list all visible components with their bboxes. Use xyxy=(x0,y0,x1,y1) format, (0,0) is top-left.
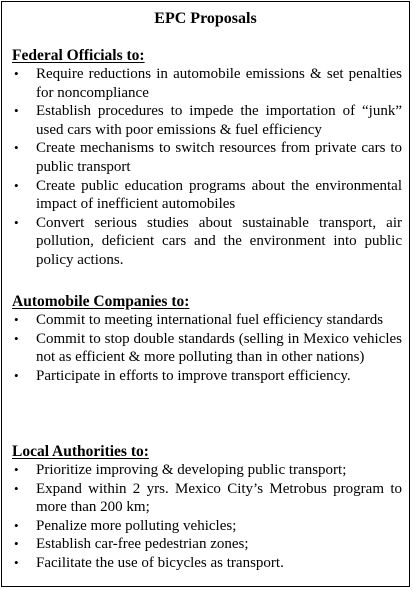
list-item: • Commit to stop double standards (selling in Mexico vehicles not as efficient & more polluting than in other nations) xyxy=(14,330,402,366)
list-item: • Commit to meeting international fuel efficiency standards xyxy=(14,312,384,328)
bullet-icon: • xyxy=(14,330,19,346)
list-item: • Establish car-free pedestrian zones; xyxy=(14,536,249,553)
list-item: • Create mechanisms to switch resources from private cars to public transport xyxy=(14,140,402,175)
bullet-icon: • xyxy=(14,462,19,477)
bullet-icon: • xyxy=(14,140,19,156)
list-item: • Convert serious studies about sustainable transport, air pollution, deficient cars and the environment into public policy actions. xyxy=(14,214,402,268)
proposal-list xyxy=(12,311,402,385)
list-item: • Facilitate the use of bicycles as transport. xyxy=(14,554,284,571)
proposals-box xyxy=(1,1,410,587)
list-item: • Participate in efforts to improve transport efficiency. xyxy=(14,367,351,384)
bullet-icon: • xyxy=(14,214,19,230)
bullet-icon: • xyxy=(14,312,19,327)
list-item: • Penalize more polluting vehicles; xyxy=(14,517,237,534)
bullet-icon: • xyxy=(14,554,19,570)
list-item: • Require reductions in automobile emissions & set penalties for noncompliance xyxy=(14,66,402,101)
bullet-icon: • xyxy=(14,517,19,533)
bullet-icon: • xyxy=(14,367,19,383)
bullet-icon: • xyxy=(14,536,19,552)
bullet-icon: • xyxy=(14,66,19,81)
bullet-icon: • xyxy=(14,103,19,119)
list-item: • Create public education programs about the environmental impact of inefficient automobiles xyxy=(14,177,402,213)
bullet-icon: • xyxy=(14,480,19,496)
proposal-list xyxy=(12,461,402,573)
document-title: EPC Proposals xyxy=(154,10,257,27)
bullet-icon: • xyxy=(14,177,19,193)
section-automobile-companies xyxy=(12,292,402,385)
section-heading: Federal Officials to: xyxy=(12,47,145,64)
section-federal-officials xyxy=(12,46,402,270)
list-item: • Establish procedures to impede the importation of “junk” used cars with poor emissions & fuel efficiency xyxy=(14,103,402,138)
section-heading: Local Authorities to: xyxy=(12,443,149,460)
list-item: • Expand within 2 yrs. Mexico City’s Metrobus program to more than 200 km; xyxy=(14,480,402,516)
proposal-list xyxy=(12,65,402,270)
list-item: • Prioritize improving & developing public transport; xyxy=(14,462,347,478)
section-heading: Automobile Companies to: xyxy=(12,293,190,310)
section-local-authorities xyxy=(12,442,402,573)
